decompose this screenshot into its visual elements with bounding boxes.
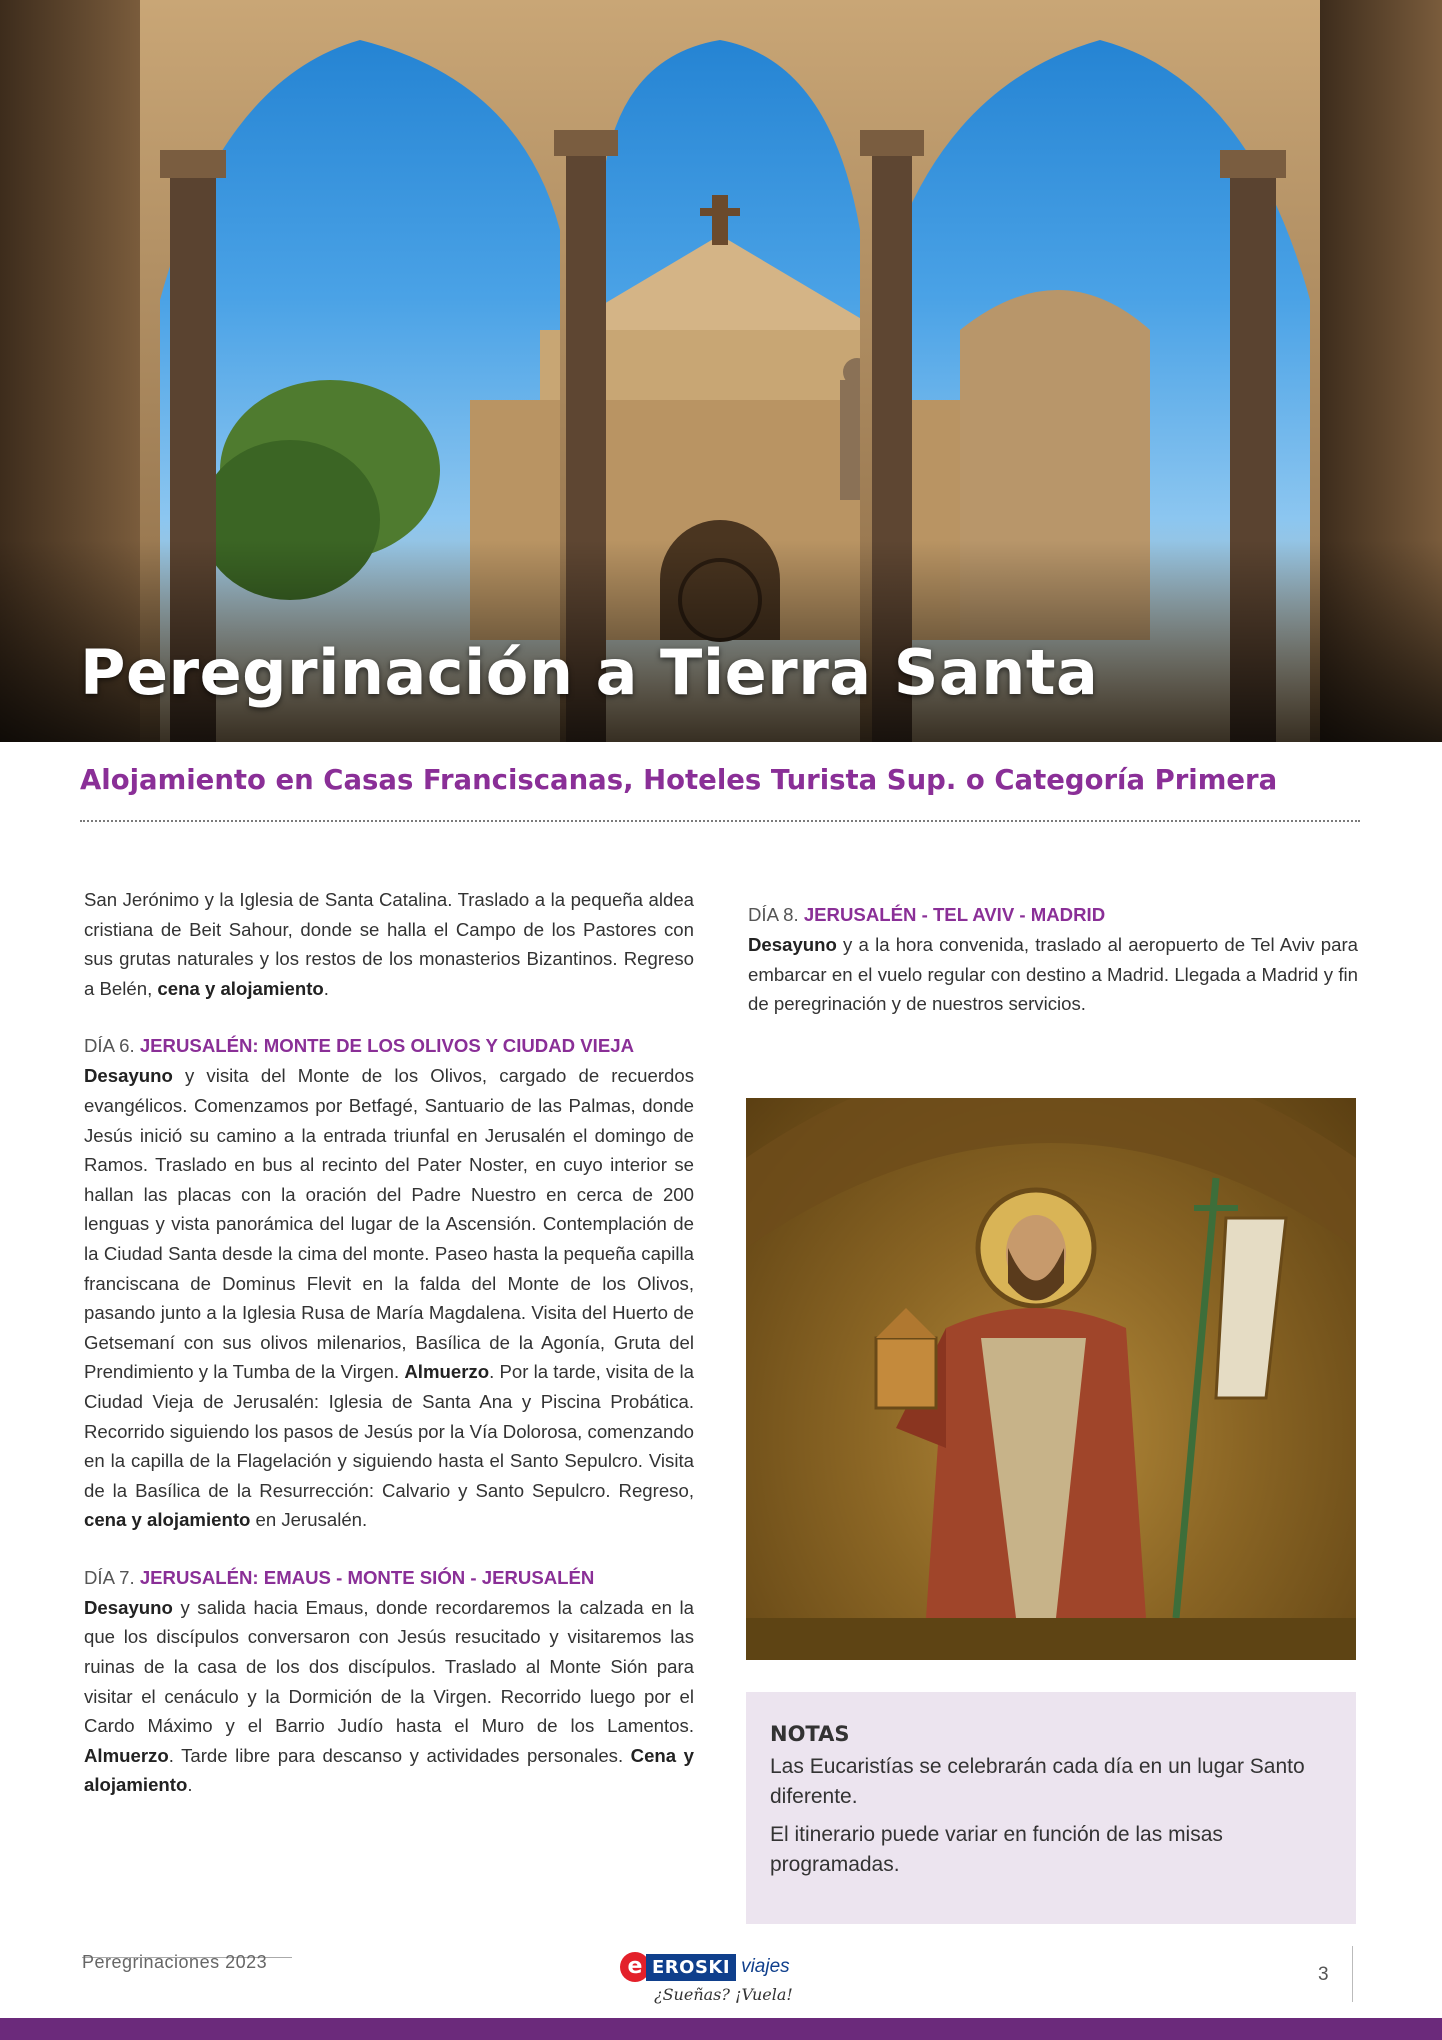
day-7-destination: JERUSALÉN: EMAUS - MONTE SIÓN - JERUSALÉN	[139, 1566, 595, 1588]
hero-image	[0, 0, 1442, 742]
eroski-viajes-logo[interactable]	[620, 1951, 820, 2011]
right-column	[748, 900, 1358, 1047]
logo-wordmark: EROSKI	[646, 1954, 736, 1981]
saint-mosaic-illustration	[746, 1098, 1356, 1660]
accommodation-subtitle: Alojamiento en Casas Franciscanas, Hoteles Turista Sup. o Categoría Primera	[80, 764, 1278, 796]
intro-paragraph: San Jerónimo y la Iglesia de Santa Catalina. Traslado a la pequeña aldea cristiana de Beit Sahour, donde se halla el Campo de los Pastores con sus grutas naturales y los restos de los monasterios Bizantinos. Regreso a Belén, cena y alojamiento.	[84, 889, 694, 999]
mosaic-image	[746, 1098, 1356, 1660]
day-6-destination: JERUSALÉN: MONTE DE LOS OLIVOS Y CIUDAD VIEJA	[139, 1035, 634, 1057]
notes-box	[746, 1692, 1356, 1924]
day-6-section	[84, 1031, 694, 1535]
day-8-heading: DÍA 8. JERUSALÉN - TEL AVIV - MADRID	[748, 904, 1106, 925]
bottom-color-band	[0, 2018, 1442, 2040]
page-number: 3	[1318, 1964, 1329, 1985]
day-7-text: Desayuno y salida hacia Emaus, donde recordaremos la calzada en la que los discípulos conversaron con Jesús resucitado y visitaremos las ruinas de la casa de los dos discípulos. Traslado al Monte Sión para visitar el cenáculo y la Dormición de la Virgen. Recorrido luego por el Cardo Máximo y el Barrio Judío hasta el Muro de los Lamentos. Almuerzo. Tarde libre para descanso y actividades personales. Cena y alojamiento.	[84, 1596, 694, 1796]
day-6-text: Desayuno y visita del Monte de los Olivos, cargado de recuerdos evangélicos. Comenzamos por Betfagé, Santuario de las Palmas, donde Jesús inició su camino a la entrada triunfal en Jerusalén el domingo de Ramos. Traslado en bus al recinto del Pater Noster, en cuyo interior se hallan las placas con la oración del Padre Nuestro en cerca de 200 lenguas y vista panorámica del lugar de la Ascensión. Contemplación de la Ciudad Santa desde la cima del monte. Paseo hasta la pequeña capilla franciscana de Dominus Flevit en la falda del Monte de los Olivos, pasando junto a la Iglesia Rusa de María Magdalena. Visita del Huerto de Getsemaní con sus olivos milenarios, Basílica de la Agonía, Gruta del Prendimiento y la Tumba de la Virgen. Almuerzo. Por la tarde, visita de la Ciudad Vieja de Jerusalén: Iglesia de Santa Ana y Piscina Probática. Recorrido siguiendo los pasos de Jesús por la Vía Dolorosa, comenzando en la capilla de la Flagelación y siguiendo hasta el Santo Sepulcro. Visita de la Basílica de la Resurrección: Calvario y Santo Sepulcro. Regreso, cena y alojamiento en Jerusalén.	[84, 1065, 694, 1531]
left-column	[84, 885, 694, 1828]
dotted-divider	[80, 820, 1360, 822]
day-8-section	[748, 900, 1358, 1019]
logo-e-icon: e	[620, 1952, 650, 1982]
notes-title: NOTAS	[770, 1722, 850, 1746]
note-item: Las Eucaristías se celebrarán cada día en un lugar Santo diferente.	[770, 1755, 1305, 1808]
footer-publication-label: Peregrinaciones 2023	[82, 1952, 268, 1972]
page-title: Peregrinación a Tierra Santa	[80, 636, 1099, 709]
day-7-heading: DÍA 7. JERUSALÉN: EMAUS - MONTE SIÓN - JERUSALÉN	[84, 1566, 595, 1588]
logo-slogan: ¿Sueñas? ¡Vuela!	[654, 1985, 793, 2004]
day-8-text: Desayuno y a la hora convenida, traslado al aeropuerto de Tel Aviv para embarcar en el vuelo regular con destino a Madrid. Llegada a Madrid y fin de peregrinación y de nuestros servicios.	[748, 934, 1358, 1015]
page-number-rule	[1352, 1946, 1353, 2002]
day-8-destination: JERUSALÉN - TEL AVIV - MADRID	[803, 904, 1106, 925]
cloister-illustration	[0, 0, 1442, 742]
note-item: El itinerario puede variar en función de las misas programadas.	[770, 1823, 1223, 1876]
day-7-section	[84, 1563, 694, 1800]
logo-sub: viajes	[741, 1956, 790, 1977]
day-6-heading: DÍA 6. JERUSALÉN: MONTE DE LOS OLIVOS Y CIUDAD VIEJA	[84, 1035, 634, 1057]
